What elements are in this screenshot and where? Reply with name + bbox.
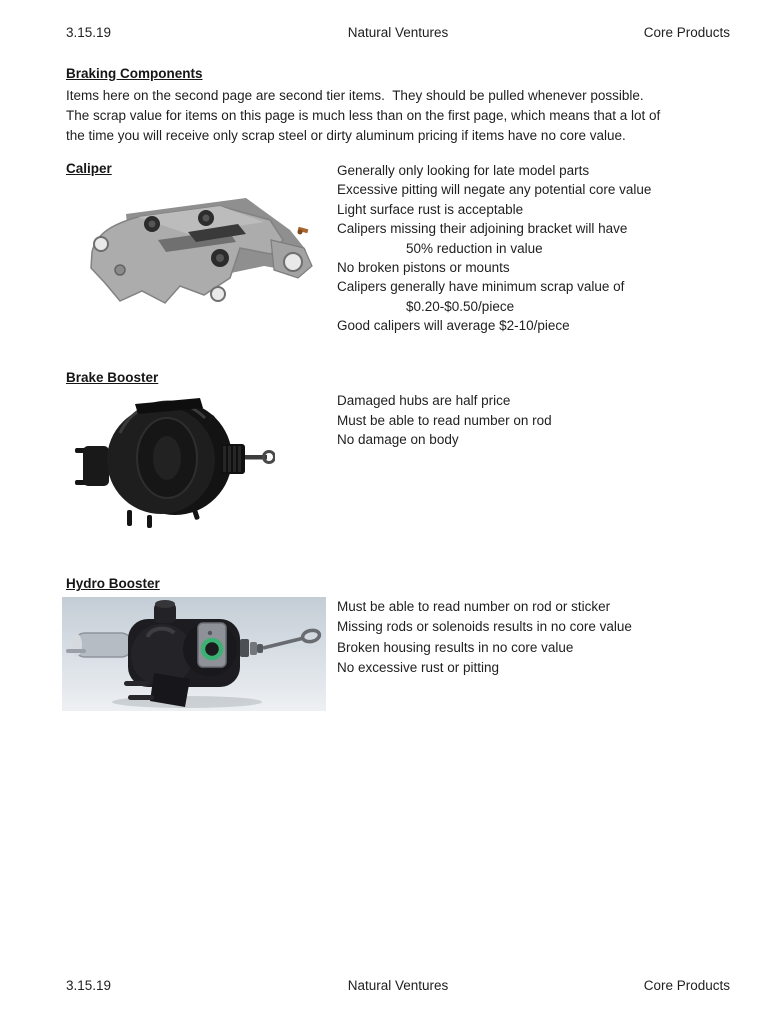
- spec-line: Calipers generally have minimum scrap value of: [337, 279, 625, 295]
- header-label: Core Products: [643, 25, 730, 40]
- intro-line: Items here on the second page are second tier items. They should be pulled whenever possible.: [66, 88, 644, 103]
- spec-line: Must be able to read number on rod or sticker: [337, 599, 611, 614]
- caliper-specs: [337, 161, 651, 336]
- hydro-booster-specs: [337, 597, 632, 679]
- footer-label: Core Products: [643, 978, 730, 993]
- brake-booster-specs: [337, 391, 552, 450]
- hydro-booster-photo: [62, 597, 326, 711]
- spec-line: Must be able to read number on rod: [337, 412, 552, 428]
- hydro-booster-illustration: [62, 597, 326, 711]
- spec-line: Light surface rust is acceptable: [337, 201, 524, 217]
- spec-line: Missing rods or solenoids results in no core value: [337, 619, 632, 635]
- spec-line: Excessive pitting will negate any potential core value: [337, 182, 652, 198]
- spec-line: Generally only looking for late model parts: [337, 163, 590, 178]
- brake-booster-illustration: [75, 388, 275, 528]
- page-footer: [66, 978, 730, 993]
- spec-line: Broken housing results in no core value: [337, 639, 574, 655]
- footer-title: Natural Ventures: [347, 978, 449, 993]
- spec-line: 50% reduction in value: [406, 240, 543, 256]
- caliper-illustration: [68, 182, 318, 320]
- section-heading-hydro-booster: Hydro Booster: [66, 576, 160, 591]
- section-heading-brake-booster: Brake Booster: [66, 370, 159, 385]
- brake-booster-photo: [75, 388, 275, 528]
- green-circle-marker: [203, 640, 221, 658]
- spec-line: No broken pistons or mounts: [337, 260, 510, 276]
- page-header: [66, 25, 730, 40]
- brake-caliper-photo: [68, 182, 318, 320]
- spec-line: No excessive rust or pitting: [337, 660, 500, 676]
- document-title: Braking Components: [66, 66, 203, 81]
- intro-line: The scrap value for items on this page is much less than on the first page, which means that a lot of: [66, 108, 661, 123]
- spec-line: Damaged hubs are half price: [337, 393, 511, 408]
- intro-paragraph: [66, 86, 660, 146]
- footer-date: 3.15.19: [66, 978, 112, 993]
- spec-line: Calipers missing their adjoining bracket will have: [337, 221, 628, 237]
- spec-line: Good calipers will average $2-10/piece: [337, 318, 570, 334]
- header-title: Natural Ventures: [347, 25, 449, 40]
- section-heading-caliper: Caliper: [66, 161, 112, 176]
- intro-line: the time you will receive only scrap steel or dirty aluminum pricing if items have no core value.: [66, 128, 626, 143]
- spec-line: No damage on body: [337, 432, 459, 448]
- header-date: 3.15.19: [66, 25, 112, 40]
- spec-line: $0.20-$0.50/piece: [406, 298, 515, 314]
